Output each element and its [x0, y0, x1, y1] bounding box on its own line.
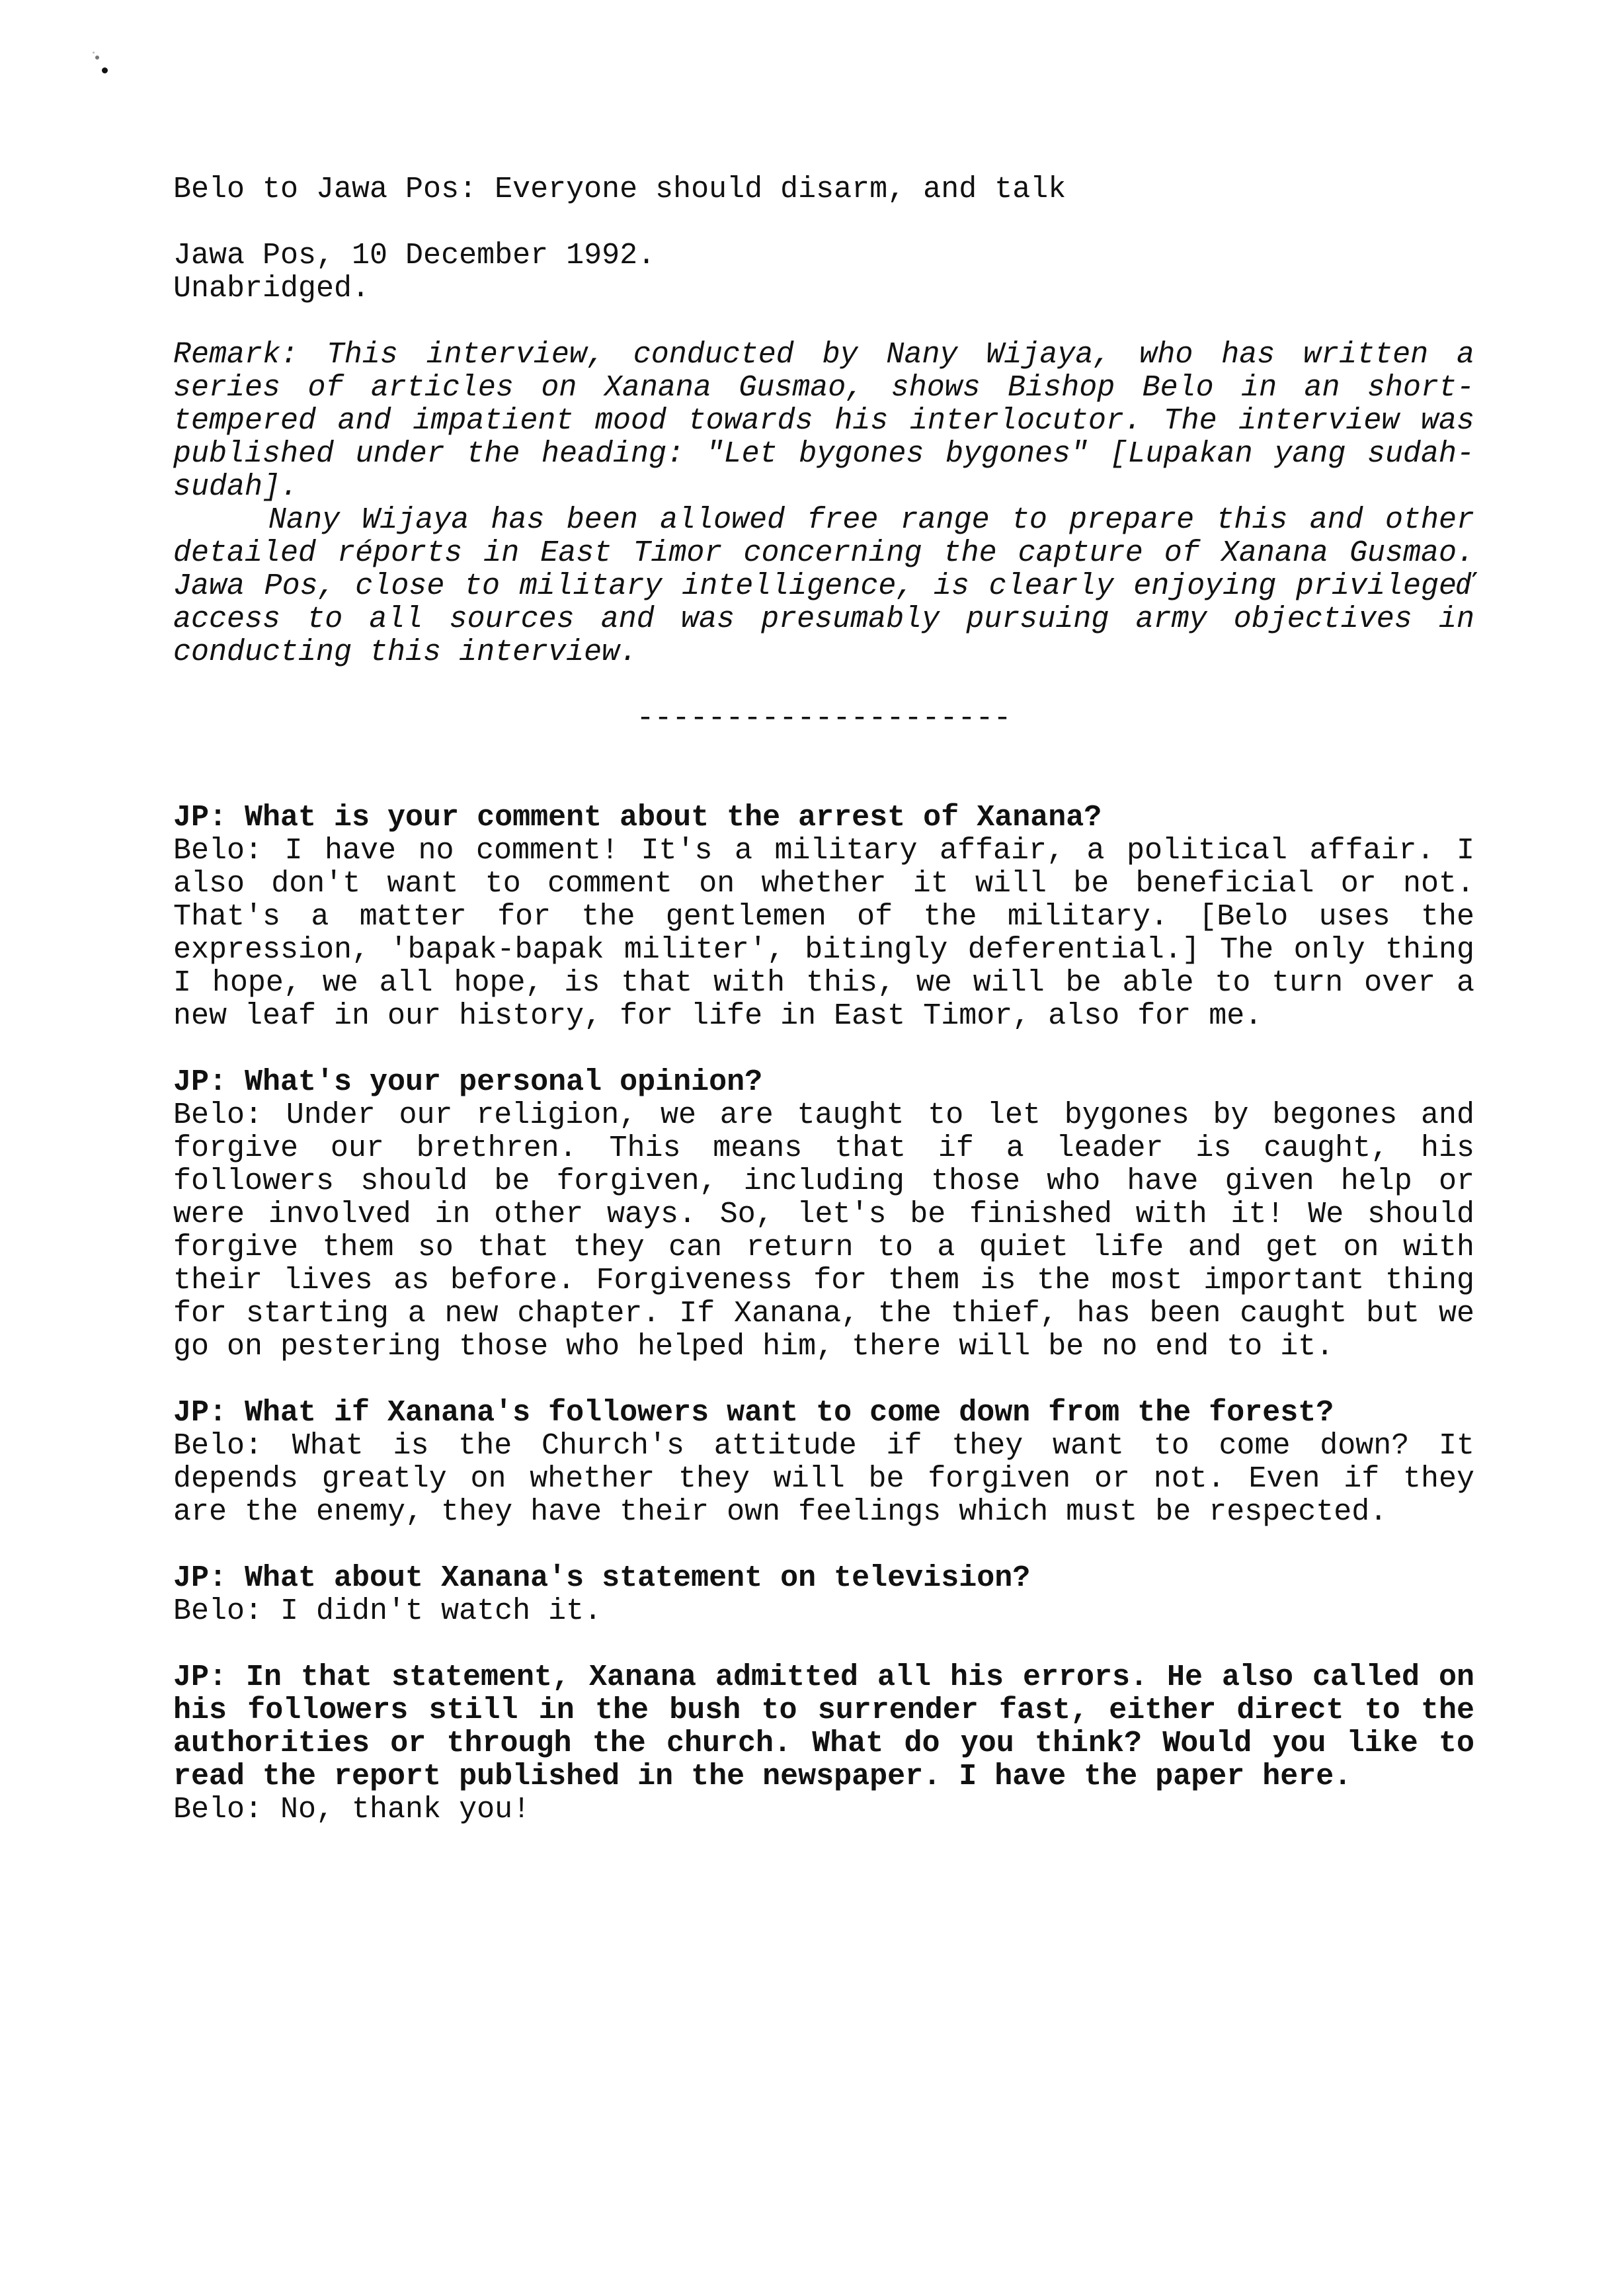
source-line: Jawa Pos, 10 December 1992.: [173, 239, 656, 272]
qa-item: [173, 1066, 1474, 1364]
interview-answer: Belo: I didn't watch it.: [173, 1594, 602, 1628]
interview-answer: Belo: What is the Church's attitude if they want to come down? It depends greatly on whether they will be forgiven or not. Even if they are the enemy, they have their own feelings which must be respected.: [173, 1429, 1474, 1529]
scan-speck-marks: [93, 52, 119, 85]
remark-block: [173, 339, 1474, 669]
remark-paragraph: Remark: This interview, conducted by Nany Wijaya, who has written a series of articles on Xanana Gusmao, shows Bishop Belo in an short-tempered and impatient mood towards his interlocutor. The interview was published under the heading: "Let bygones bygones" [Lupakan yang sudah-sudah].: [173, 338, 1474, 504]
qa-item: [173, 1661, 1474, 1826]
interview-question: JP: What is your comment about the arrest of Xanana?: [173, 801, 1102, 835]
interview-answer: Belo: Under our religion, we are taught to let bygones by begones and forgive our brethren. This means that if a leader is caught, his followers should be forgiven, including those who have given help or were involved in other ways. So, let's be finished with it! We should forgive them so that they can return to a quiet life and get on with their lives as before. Forgiveness for them is the most important thing for starting a new chapter. If Xanana, the thief, has been caught but we go on pestering those who helped him, there will be no end to it.: [173, 1098, 1474, 1364]
interview-question: JP: What's your personal opinion?: [173, 1065, 763, 1099]
interview-answer: Belo: I have no comment! It's a military affair, a political affair. I also don't want to comment on whether it will be beneficial or not. That's a matter for the gentlemen of the military. [Belo uses the expression, 'bapak-bapak militer', bitingly deferential.] The only thing I hope, we all hope, is that with this, we will be able to turn over a new leaf in our history, for life in East Timor, also for me.: [173, 834, 1474, 1033]
document-meta: [173, 239, 1474, 306]
edition-line: Unabridged.: [173, 272, 370, 306]
interview-question: JP: In that statement, Xanana admitted all his errors. He also called on his followers still in the bush to surrender fast, either direct to the authorities or through the church. What do you think? Would you like to read the report published in the newspaper. I have the paper here.: [173, 1660, 1474, 1793]
document-page: [173, 173, 1474, 1860]
interview-question: JP: What if Xanana's followers want to come down from the forest?: [173, 1396, 1334, 1430]
qa-item: [173, 1562, 1474, 1628]
section-separator: ---------------------: [636, 702, 1012, 735]
interview-answer: Belo: No, thank you!: [173, 1793, 531, 1826]
remark-paragraph: Nany Wijaya has been allowed free range to prepare this and other detailed réports in East Timor concerning the capture of Xanana Gusmao. Jawa Pos, close to military intelligence, is clearly enjoying privilegeď access to all sources and was presumably pursuing army objectives in conducting this interview.: [173, 503, 1474, 669]
interview-question: JP: What about Xanana's statement on television?: [173, 1561, 1031, 1595]
qa-item: [173, 801, 1474, 1033]
document-title: Belo to Jawa Pos: Everyone should disarm, and talk: [173, 173, 1066, 206]
qa-item: [173, 1397, 1474, 1529]
